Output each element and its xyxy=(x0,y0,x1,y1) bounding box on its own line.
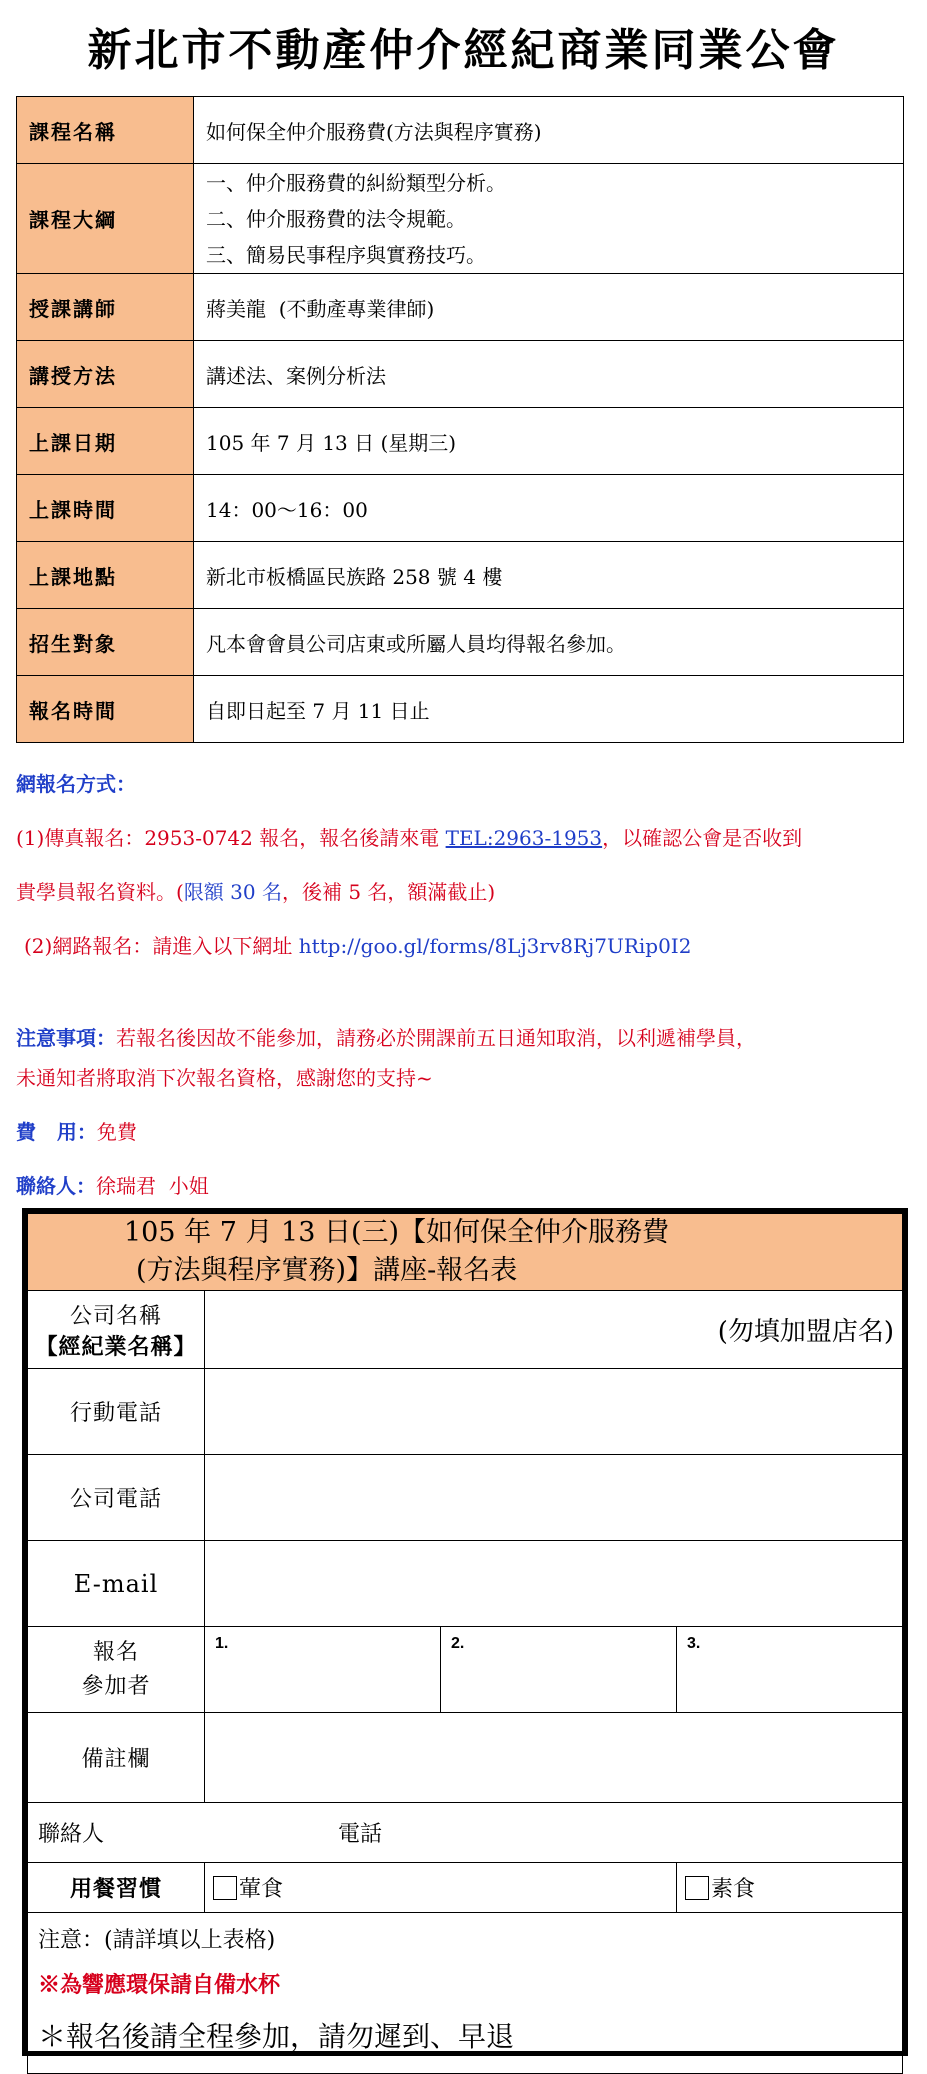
email-field[interactable] xyxy=(205,1541,903,1627)
outline-item: 三、簡易民事程序與實務技巧。 xyxy=(206,242,486,267)
fax-line2-suffix: ，後補 5 名，額滿截止) xyxy=(281,880,496,904)
fax-suffix: ，以確認公會是否收到 xyxy=(602,826,803,850)
web-signup-url[interactable]: http://goo.gl/forms/8Lj3rv8Rj7URip0I2 xyxy=(298,934,692,958)
company-name-label xyxy=(28,1291,205,1369)
attendee-label xyxy=(28,1627,205,1713)
fee-label: 費 用： xyxy=(16,1120,97,1144)
outline-item: 一、仲介服務費的糾紛類型分析。 xyxy=(206,170,506,195)
instructor-label: 授課講師 xyxy=(17,274,194,341)
notice-line2: 未通知者將取消下次報名資格，感謝您的支持~ xyxy=(16,1066,433,1090)
instructor-value: 蔣美龍 (不動產專業律師) xyxy=(194,274,904,341)
office-phone-label: 公司電話 xyxy=(28,1455,205,1541)
form-title-line2: (方法與程序實務)】講座-報名表 xyxy=(136,1255,518,1286)
notice-line1 xyxy=(16,1022,756,1051)
fax-line2-prefix: 貴學員報名資料。( xyxy=(16,880,184,904)
form-note-2: ※為響應環保請自備水杯 xyxy=(38,1972,281,1998)
course-info-table xyxy=(16,96,904,743)
fax-prefix: (1)傳真報名：2953-0742 報名，報名後請來電 xyxy=(16,826,446,850)
company-name-hint: (勿填加盟店名) xyxy=(717,1317,894,1347)
form-title xyxy=(28,1214,903,1291)
meal-option-meat-label: 葷食 xyxy=(239,1877,284,1902)
contact-phone-row[interactable] xyxy=(28,1803,903,1863)
meal-option-veg[interactable] xyxy=(677,1863,903,1913)
attendee-label-line2: 參加者 xyxy=(81,1673,151,1699)
date-value: 105 年 7 月 13 日 (星期三) xyxy=(194,408,904,475)
company-label-line2: 【經紀業名稱】 xyxy=(35,1333,197,1360)
company-label-line1: 公司名稱 xyxy=(69,1303,162,1329)
office-phone-field[interactable] xyxy=(205,1455,903,1541)
attendee-label-line1: 報名 xyxy=(92,1639,139,1665)
target-label: 招生對象 xyxy=(17,609,194,676)
registration-form xyxy=(22,1208,908,2056)
mobile-phone-field[interactable] xyxy=(205,1369,903,1455)
meal-option-meat[interactable] xyxy=(205,1863,677,1913)
contact-line xyxy=(16,1170,209,1199)
form-notes xyxy=(28,1913,903,2074)
attendee-field-1[interactable]: 1. xyxy=(205,1627,441,1713)
meal-label: 用餐習慣 xyxy=(28,1863,205,1913)
checkbox-icon[interactable] xyxy=(685,1876,709,1900)
form-note-1: 注意：(請詳填以上表格) xyxy=(38,1928,276,1953)
course-outline-label: 課程大綱 xyxy=(17,164,194,274)
period-value: 自即日起至 7 月 11 日止 xyxy=(194,676,904,743)
date-label: 上課日期 xyxy=(17,408,194,475)
fax-signup-line1 xyxy=(16,822,802,851)
checkbox-icon[interactable] xyxy=(213,1876,237,1900)
course-name-label: 課程名稱 xyxy=(17,97,194,164)
remark-field[interactable] xyxy=(205,1713,903,1803)
fax-signup-line2 xyxy=(16,876,495,905)
period-label: 報名時間 xyxy=(17,676,194,743)
notice-label: 注意事項： xyxy=(16,1026,116,1050)
attendee-field-3[interactable]: 3. xyxy=(677,1627,903,1713)
fee-value: 免費 xyxy=(96,1120,137,1144)
fax-quota: 限額 30 名 xyxy=(183,880,282,904)
remark-label: 備註欄 xyxy=(28,1713,205,1803)
contact-label: 聯絡人： xyxy=(16,1174,96,1198)
time-label: 上課時間 xyxy=(17,475,194,542)
web-signup-line xyxy=(24,930,691,959)
signup-heading: 網報名方式： xyxy=(16,772,136,796)
course-outline-value xyxy=(194,164,904,274)
form-title-line1: 105 年 7 月 13 日(三)【如何保全仲介服務費 xyxy=(124,1217,670,1248)
time-value: 14：00～16：00 xyxy=(194,475,904,542)
outline-item: 二、仲介服務費的法令規範。 xyxy=(206,206,466,231)
form-note-3: ＊報名後請全程參加，請勿遲到、早退 xyxy=(38,2020,515,2053)
place-label: 上課地點 xyxy=(17,542,194,609)
notice-text-1: 若報名後因故不能參加，請務必於開課前五日通知取消，以利遞補學員， xyxy=(116,1026,756,1050)
place-value: 新北市板橋區民族路 258 號 4 樓 xyxy=(194,542,904,609)
attendee-field-2[interactable]: 2. xyxy=(441,1627,677,1713)
method-value: 講述法、案例分析法 xyxy=(194,341,904,408)
method-label: 講授方法 xyxy=(17,341,194,408)
form-phone-label: 電話 xyxy=(338,1822,383,1847)
page-title: 新北市不動產仲介經紀商業同業公會 xyxy=(87,25,840,76)
course-name-value: 如何保全仲介服務費(方法與程序實務) xyxy=(194,97,904,164)
meal-option-veg-label: 素食 xyxy=(711,1877,756,1902)
web-prefix: (2)網路報名：請進入以下網址 xyxy=(24,934,299,958)
email-label: E-mail xyxy=(28,1541,205,1627)
mobile-phone-label: 行動電話 xyxy=(28,1369,205,1455)
fee-line xyxy=(16,1116,137,1145)
contact-value: 徐瑞君 小姐 xyxy=(96,1174,209,1198)
target-value: 凡本會會員公司店東或所屬人員均得報名參加。 xyxy=(194,609,904,676)
company-name-field[interactable] xyxy=(205,1291,903,1369)
fax-tel-link[interactable]: TEL:2963-1953 xyxy=(445,826,603,850)
form-contact-label: 聯絡人 xyxy=(38,1822,105,1847)
